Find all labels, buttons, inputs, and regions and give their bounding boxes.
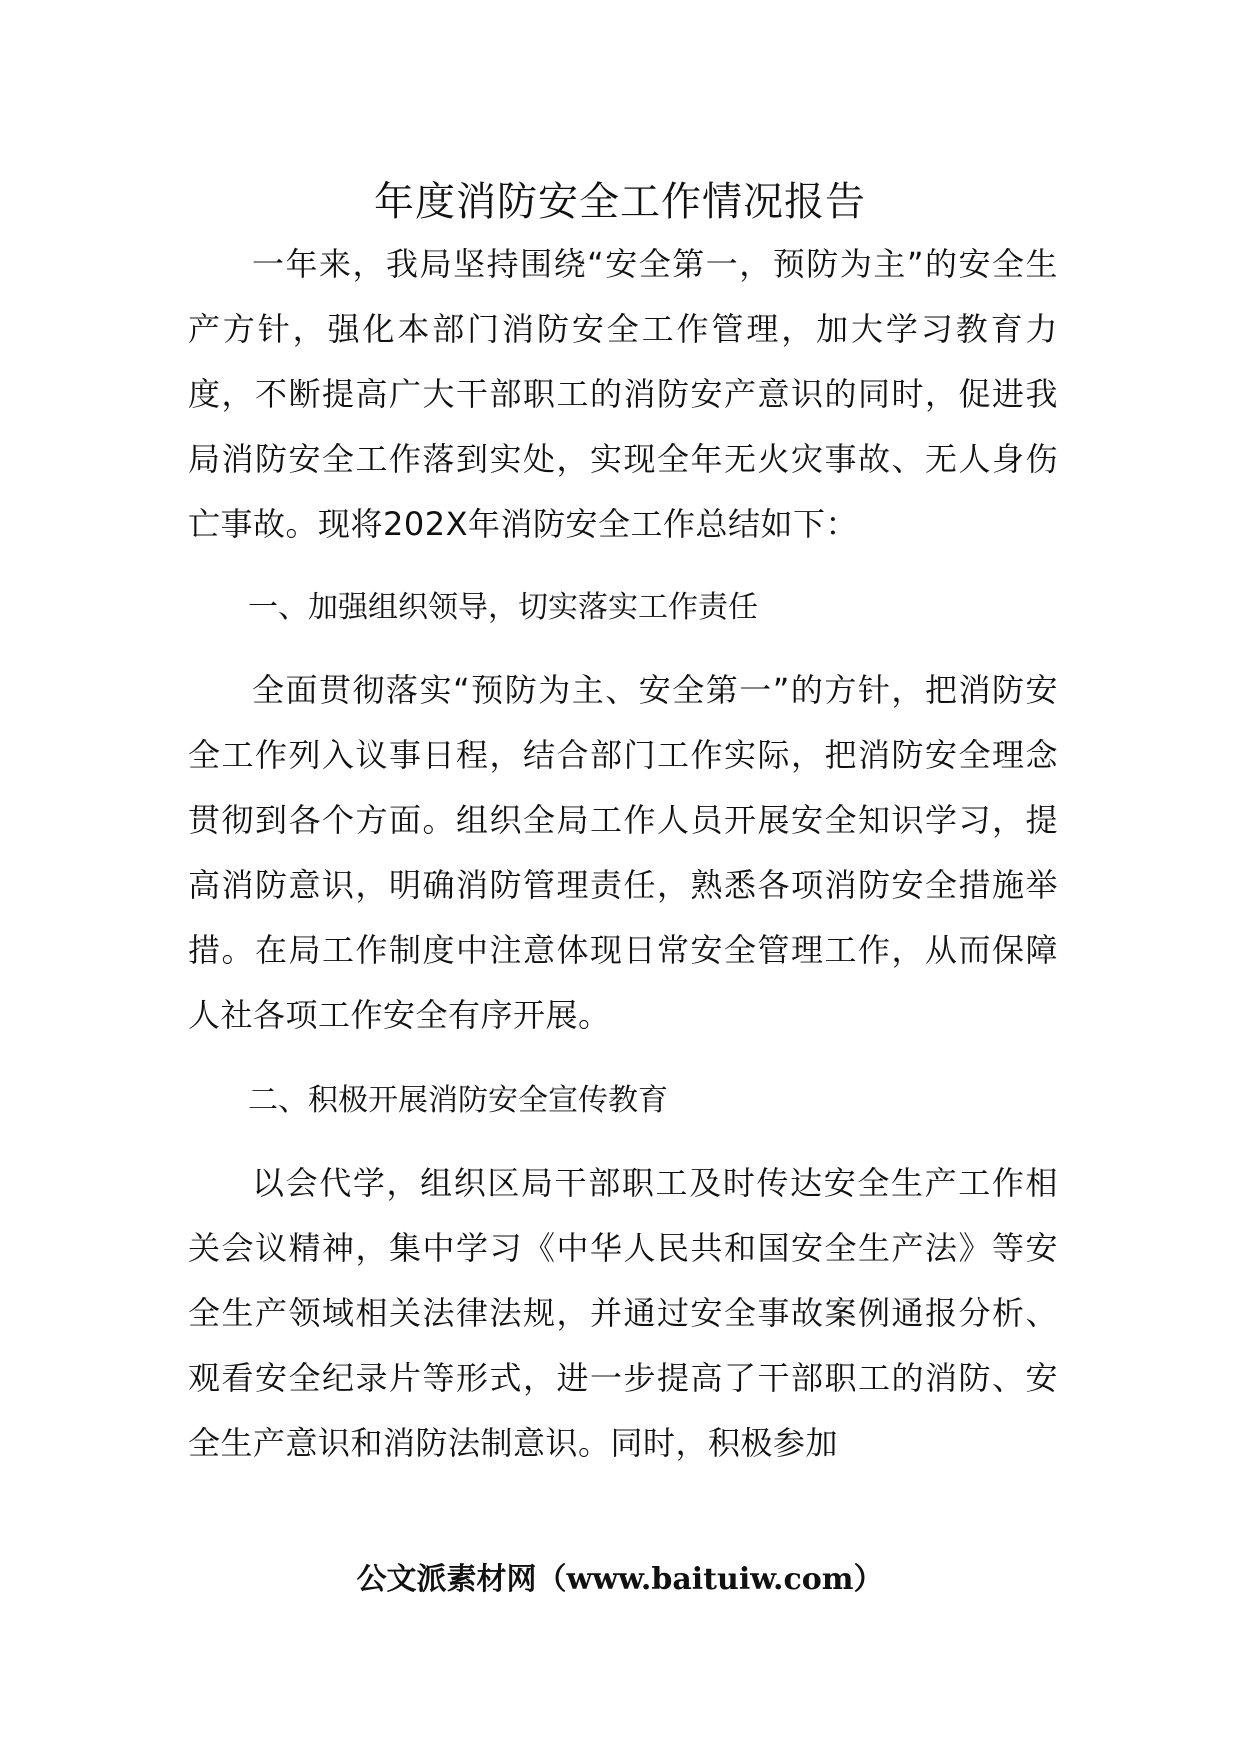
document-title: 年度消防安全工作情况报告 — [374, 179, 866, 225]
paragraph-intro: 一年来，我局坚持围绕“安全第一，预防为主”的安全生产方针，强化本部门消防安全工作管理，加大学习教育力度，不断提高广大干部职工的消防安产意识的同时，促进我局消防安全工作落到实处，实现全年无火灾事故、无人身伤亡事故。现将202X年消防安全工作总结如下： — [188, 245, 1058, 543]
paragraph-section-2: 以会代学，组织区局干部职工及时传达安全生产工作相关会议精神，集中学习《中华人民共和国安全生产法》等安全生产领域相关法律法规，并通过安全事故案例通报分析、观看安全纪录片等形式，进一步提高了干部职工的消防、安全生产意识和消防法制意识。同时，积极参加 — [188, 1164, 1058, 1462]
document-body — [188, 232, 1058, 1476]
section-heading-1: 一、加强组织领导，切实落实工作责任 — [248, 590, 758, 625]
section-heading-2: 二、积极开展消防安全宣传教育 — [248, 1083, 668, 1118]
paragraph-section-1: 全面贯彻落实“预防为主、安全第一”的方针，把消防安全工作列入议事日程，结合部门工作实际，把消防安全理念贯彻到各个方面。组织全局工作人员开展安全知识学习，提高消防意识，明确消防管理责任，熟悉各项消防安全措施举措。在局工作制度中注意体现日常安全管理工作，从而保障人社各项工作安全有序开展。 — [188, 671, 1058, 1034]
footer-watermark: 公文派素材网（www.baituiw.com） — [356, 1562, 884, 1597]
